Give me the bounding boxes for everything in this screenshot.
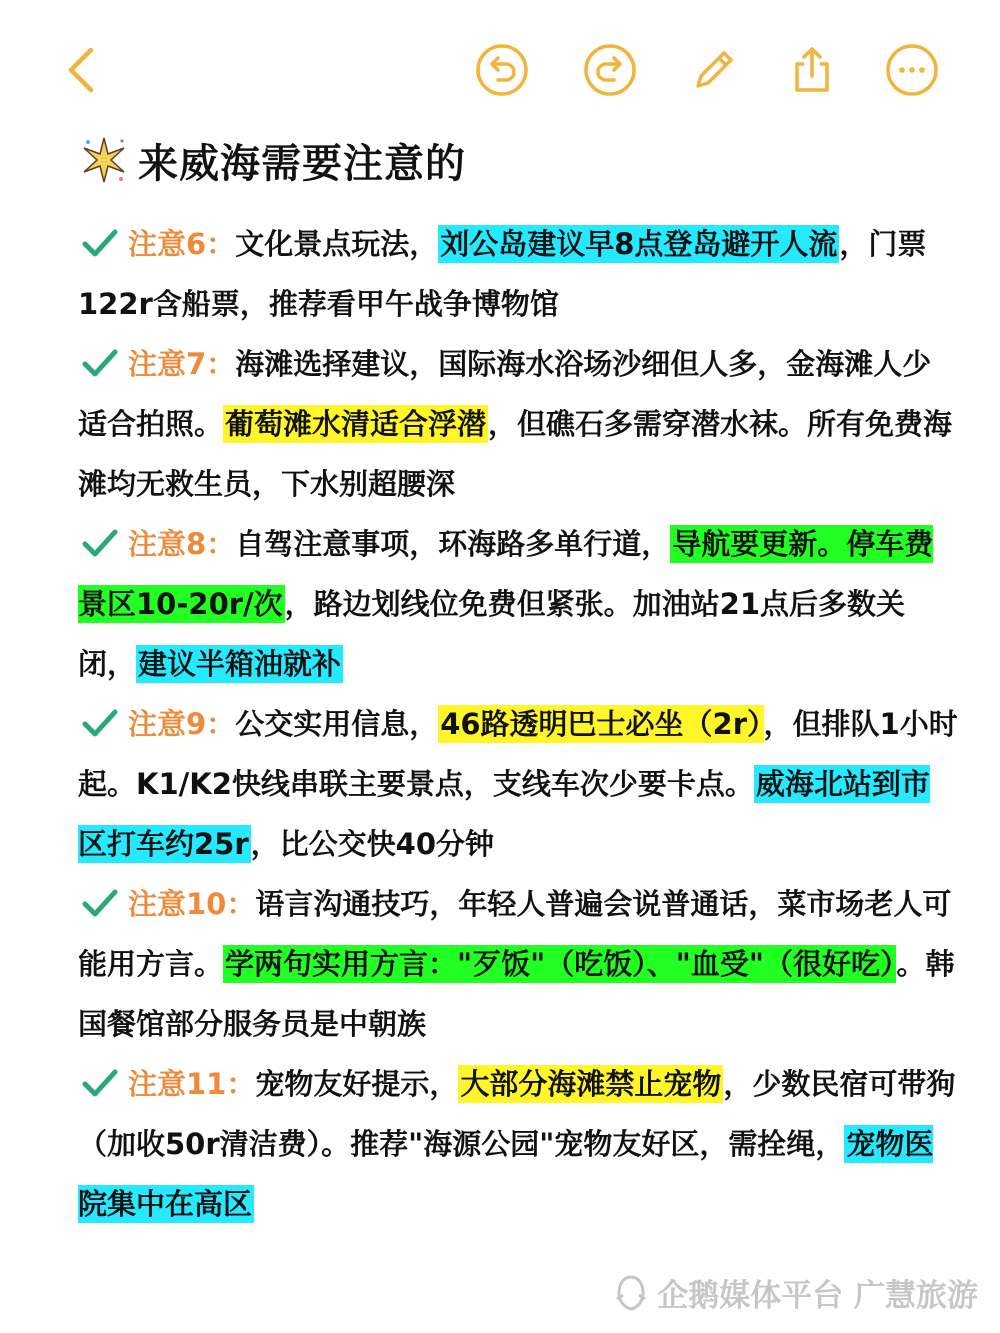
note-text: ，门票122r含船票，推荐看甲午战争博物馆 <box>78 227 927 321</box>
note-item <box>78 874 958 1054</box>
note-item <box>78 1054 958 1234</box>
checkmark-icon <box>82 228 118 258</box>
note-label: 注意6： <box>128 227 236 261</box>
watermark <box>611 1270 978 1315</box>
note-item <box>78 214 958 334</box>
share-icon[interactable] <box>782 40 842 100</box>
penguin-logo-icon <box>611 1273 651 1313</box>
note-text: ，比公交快40分钟 <box>250 827 495 861</box>
note-text: ，但礁石多需穿潜水袜。所有免费海滩均无救生员，下水别超腰深 <box>78 407 953 501</box>
watermark-text: 企鹅媒体平台 广慧旅游 <box>657 1278 978 1314</box>
checkmark-icon <box>82 1068 118 1098</box>
page-title: 来威海需要注意的 <box>138 140 466 187</box>
note-label: 注意10： <box>128 887 256 921</box>
note-text: 海滩选择建议，国际海水浴场沙细但人多，金海滩人少适合拍照。 <box>78 347 932 441</box>
note-text: ，路边划线位免费但紧张。加油站21点后多数关闭， <box>78 587 906 681</box>
highlighted-text: 学两句实用方言："歹饭"（吃饭）、"血受"（很好吃） <box>225 947 895 981</box>
note-text: 公交实用信息， <box>235 707 439 741</box>
highlighted-text: 建议半箱油就补 <box>138 647 342 681</box>
redo-icon[interactable] <box>580 40 640 100</box>
checkmark-icon <box>82 708 118 738</box>
checkmark-icon <box>82 348 118 378</box>
note-text: ，少数民宿可带狗（加收50r清洁费）。推荐"海源公园"宠物友好区，需拴绳， <box>78 1067 956 1161</box>
notes-content <box>78 214 958 1234</box>
sparkle-star-icon <box>80 136 128 184</box>
note-text: 文化景点玩法， <box>235 227 439 261</box>
checkmark-icon <box>82 528 118 558</box>
highlighted-text: 宠物医院集中在高区 <box>78 1127 934 1221</box>
title-row <box>80 128 466 192</box>
note-text: 。韩国餐馆部分服务员是中朝族 <box>78 947 955 1041</box>
note-text: 宠物友好提示， <box>255 1067 459 1101</box>
highlighted-text: 威海北站到市区打车约25r <box>78 767 930 861</box>
note-label: 注意7： <box>128 347 236 381</box>
highlighted-text: 大部分海滩禁止宠物 <box>460 1067 722 1101</box>
note-label: 注意9： <box>128 707 236 741</box>
highlighted-text: 导航要更新。停车费景区10-20r/次 <box>78 527 934 621</box>
pencil-icon[interactable] <box>684 40 744 100</box>
note-label: 注意8： <box>128 527 236 561</box>
note-item <box>78 694 958 874</box>
highlighted-text: 葡萄滩水清适合浮潜 <box>225 407 487 441</box>
undo-icon[interactable] <box>472 40 532 100</box>
checkmark-icon <box>82 888 118 918</box>
note-text: 语言沟通技巧，年轻人普遍会说普通话，菜市场老人可能用方言。 <box>78 887 952 981</box>
chevron-left-icon[interactable] <box>55 40 115 100</box>
toolbar <box>0 40 1000 110</box>
note-text: ，但排队1小时起。K1/K2快线串联主要景点，支线车次少要卡点。 <box>78 707 958 801</box>
note-item <box>78 334 958 514</box>
note-label: 注意11： <box>128 1067 256 1101</box>
note-text: 自驾注意事项，环海路多单行道， <box>235 527 671 561</box>
highlighted-text: 46路透明巴士必坐（2r） <box>440 707 762 741</box>
highlighted-text: 刘公岛建议早8点登岛避开人流 <box>440 227 838 261</box>
more-icon[interactable] <box>882 40 942 100</box>
note-item <box>78 514 958 694</box>
